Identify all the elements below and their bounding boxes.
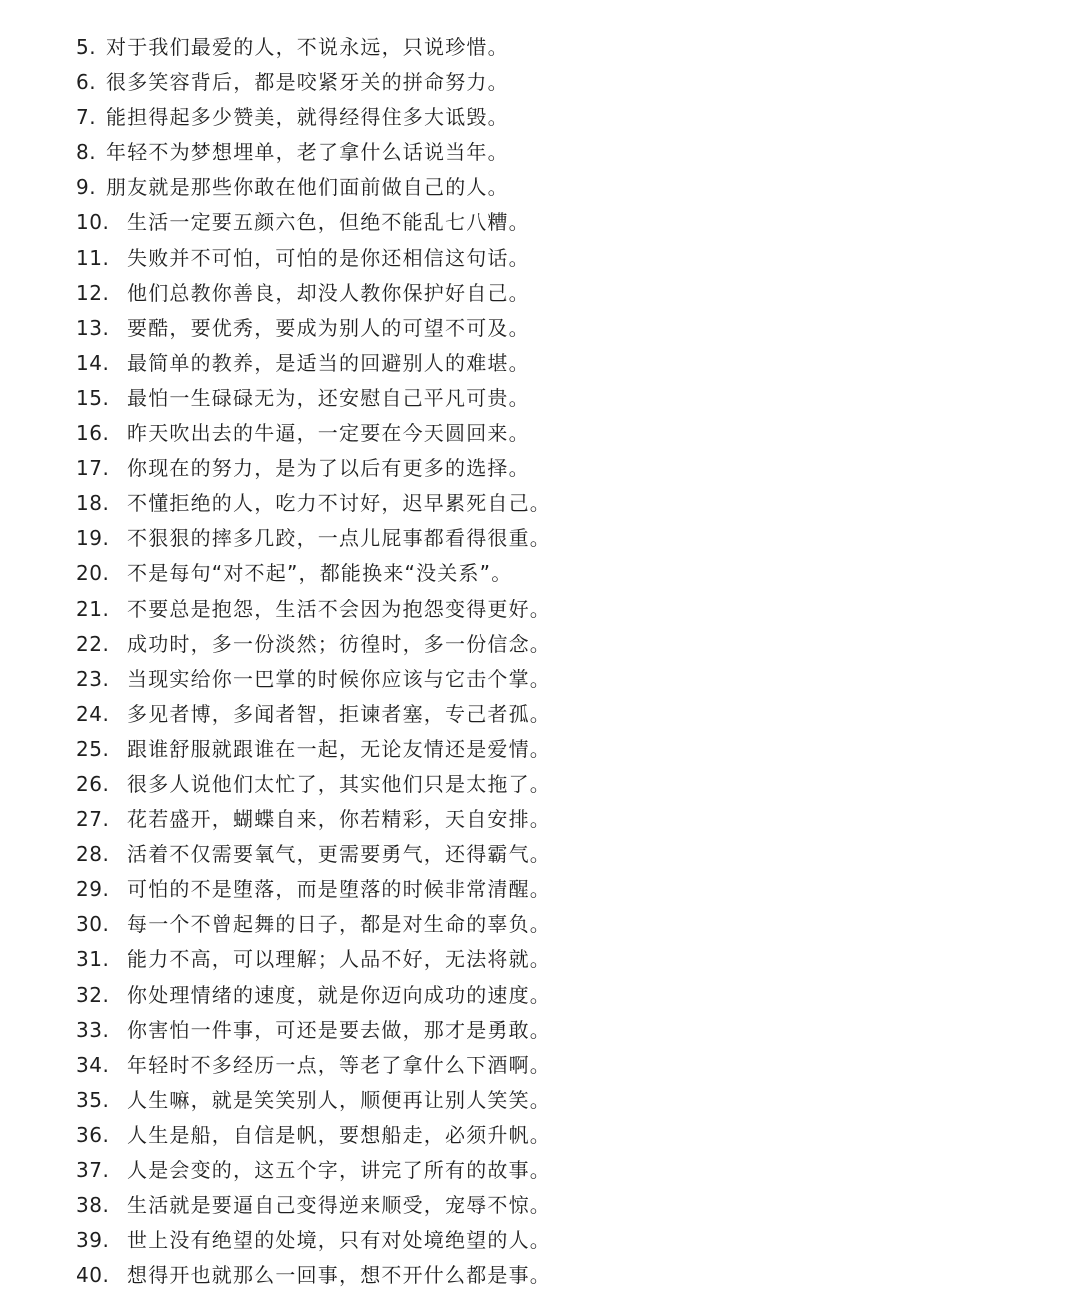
item-number: 16. bbox=[76, 421, 110, 446]
item-number: 19. bbox=[76, 526, 110, 551]
item-number: 21. bbox=[76, 596, 110, 621]
list-item bbox=[0, 767, 1080, 802]
list-item bbox=[0, 346, 1080, 381]
item-number: 17. bbox=[76, 456, 110, 481]
list-item bbox=[0, 662, 1080, 697]
list-item bbox=[0, 1188, 1080, 1223]
item-text: 不是每句“对不起”，都能换来“没关系”。 bbox=[127, 561, 513, 586]
item-number: 13. bbox=[76, 315, 110, 340]
list-item bbox=[0, 381, 1080, 416]
item-number: 23. bbox=[76, 666, 110, 691]
list-item bbox=[0, 978, 1080, 1013]
list-item bbox=[0, 556, 1080, 591]
item-number: 30. bbox=[76, 912, 110, 937]
list-item bbox=[0, 1118, 1080, 1153]
item-text: 要酷，要优秀，要成为别人的可望不可及。 bbox=[127, 315, 530, 340]
item-text: 他们总教你善良，却没人教你保护好自己。 bbox=[127, 280, 530, 305]
item-number: 38. bbox=[76, 1193, 110, 1218]
item-text: 活着不仅需要氧气，更需要勇气，还得霸气。 bbox=[127, 842, 551, 867]
list-item bbox=[0, 1013, 1080, 1048]
item-number: 18. bbox=[76, 491, 110, 516]
item-number: 35. bbox=[76, 1087, 110, 1112]
list-item bbox=[0, 907, 1080, 942]
item-text: 人生是船，自信是帆，要想船走，必须升帆。 bbox=[127, 1122, 551, 1147]
list-item bbox=[0, 205, 1080, 240]
list-item bbox=[0, 100, 1080, 135]
list-item bbox=[0, 416, 1080, 451]
list-item bbox=[0, 1258, 1080, 1293]
list-item bbox=[0, 592, 1080, 627]
item-text: 很多笑容背后，都是咬紧牙关的拼命努力。 bbox=[106, 70, 509, 95]
item-text: 花若盛开，蝴蝶自来，你若精彩，天自安排。 bbox=[127, 807, 551, 832]
item-text: 朋友就是那些你敢在他们面前做自己的人。 bbox=[106, 175, 509, 200]
quote-list bbox=[0, 30, 1080, 1293]
item-text: 最怕一生碌碌无为，还安慰自己平凡可贵。 bbox=[127, 385, 530, 410]
item-number: 31. bbox=[76, 947, 110, 972]
item-number: 20. bbox=[76, 561, 110, 586]
item-number: 39. bbox=[76, 1228, 110, 1253]
item-number: 11. bbox=[76, 245, 110, 270]
item-number: 25. bbox=[76, 736, 110, 761]
item-number: 40. bbox=[76, 1263, 110, 1288]
list-item bbox=[0, 1223, 1080, 1258]
item-text: 能力不高，可以理解；人品不好，无法将就。 bbox=[127, 947, 551, 972]
list-item bbox=[0, 311, 1080, 346]
item-text: 你现在的努力，是为了以后有更多的选择。 bbox=[127, 456, 530, 481]
list-item bbox=[0, 135, 1080, 170]
list-item bbox=[0, 627, 1080, 662]
item-number: 8. bbox=[76, 140, 97, 165]
item-text: 成功时，多一份淡然；彷徨时，多一份信念。 bbox=[127, 631, 551, 656]
item-text: 世上没有绝望的处境，只有对处境绝望的人。 bbox=[127, 1228, 551, 1253]
list-item bbox=[0, 486, 1080, 521]
item-number: 37. bbox=[76, 1158, 110, 1182]
item-number: 22. bbox=[76, 631, 110, 656]
item-number: 34. bbox=[76, 1052, 110, 1077]
item-number: 10. bbox=[76, 210, 110, 235]
item-text: 多见者博，多闻者智，拒谏者塞，专己者孤。 bbox=[127, 701, 551, 726]
list-item bbox=[0, 276, 1080, 311]
item-text: 对于我们最爱的人，不说永远，只说珍惜。 bbox=[106, 35, 509, 59]
item-text: 你害怕一件事，可还是要去做，那才是勇敢。 bbox=[127, 1017, 551, 1042]
list-item bbox=[0, 1048, 1080, 1083]
list-item bbox=[0, 30, 1080, 65]
item-number: 7. bbox=[76, 105, 97, 130]
list-item bbox=[0, 1153, 1080, 1188]
list-item bbox=[0, 697, 1080, 732]
item-text: 每一个不曾起舞的日子，都是对生命的辜负。 bbox=[127, 912, 551, 937]
item-number: 15. bbox=[76, 385, 110, 410]
item-text: 生活就是要逼自己变得逆来顺受，宠辱不惊。 bbox=[127, 1193, 551, 1218]
item-text: 最简单的教养，是适当的回避别人的难堪。 bbox=[127, 350, 530, 375]
list-item bbox=[0, 732, 1080, 767]
list-item bbox=[0, 521, 1080, 556]
item-text: 不要总是抱怨，生活不会因为抱怨变得更好。 bbox=[127, 596, 551, 621]
item-text: 昨天吹出去的牛逼，一定要在今天圆回来。 bbox=[127, 421, 530, 446]
item-text: 人生嘛，就是笑笑别人，顺便再让别人笑笑。 bbox=[127, 1087, 551, 1112]
list-item bbox=[0, 451, 1080, 486]
item-number: 12. bbox=[76, 280, 110, 305]
list-item bbox=[0, 241, 1080, 276]
item-number: 9. bbox=[76, 175, 97, 200]
item-number: 14. bbox=[76, 350, 110, 375]
item-text: 生活一定要五颜六色，但绝不能乱七八糟。 bbox=[127, 210, 530, 235]
item-text: 想得开也就那么一回事，想不开什么都是事。 bbox=[127, 1263, 551, 1288]
item-text: 不狠狠的摔多几跤，一点儿屁事都看得很重。 bbox=[127, 526, 551, 551]
item-text: 很多人说他们太忙了，其实他们只是太拖了。 bbox=[127, 771, 551, 796]
list-item bbox=[0, 170, 1080, 205]
item-text: 能担得起多少赞美，就得经得住多大诋毁。 bbox=[106, 105, 509, 130]
item-number: 29. bbox=[76, 877, 110, 902]
item-text: 不懂拒绝的人，吃力不讨好，迟早累死自己。 bbox=[127, 491, 551, 516]
item-text: 年轻时不多经历一点，等老了拿什么下酒啊。 bbox=[127, 1052, 551, 1077]
item-number: 36. bbox=[76, 1122, 110, 1147]
item-text: 跟谁舒服就跟谁在一起，无论友情还是爱情。 bbox=[127, 736, 551, 761]
list-item bbox=[0, 872, 1080, 907]
list-item bbox=[0, 802, 1080, 837]
item-text: 失败并不可怕，可怕的是你还相信这句话。 bbox=[127, 245, 530, 270]
list-item bbox=[0, 837, 1080, 872]
item-number: 28. bbox=[76, 842, 110, 867]
list-item bbox=[0, 1083, 1080, 1118]
item-text: 你处理情绪的速度，就是你迈向成功的速度。 bbox=[127, 982, 551, 1007]
item-number: 5. bbox=[76, 35, 97, 59]
list-item bbox=[0, 942, 1080, 977]
item-number: 27. bbox=[76, 807, 110, 832]
item-text: 当现实给你一巴掌的时候你应该与它击个掌。 bbox=[127, 666, 551, 691]
item-number: 32. bbox=[76, 982, 110, 1007]
item-text: 人是会变的，这五个字，讲完了所有的故事。 bbox=[127, 1158, 551, 1182]
item-number: 24. bbox=[76, 701, 110, 726]
item-text: 年轻不为梦想埋单，老了拿什么话说当年。 bbox=[106, 140, 509, 165]
item-number: 6. bbox=[76, 70, 97, 95]
item-text: 可怕的不是堕落，而是堕落的时候非常清醒。 bbox=[127, 877, 551, 902]
item-number: 26. bbox=[76, 771, 110, 796]
item-number: 33. bbox=[76, 1017, 110, 1042]
list-item bbox=[0, 65, 1080, 100]
